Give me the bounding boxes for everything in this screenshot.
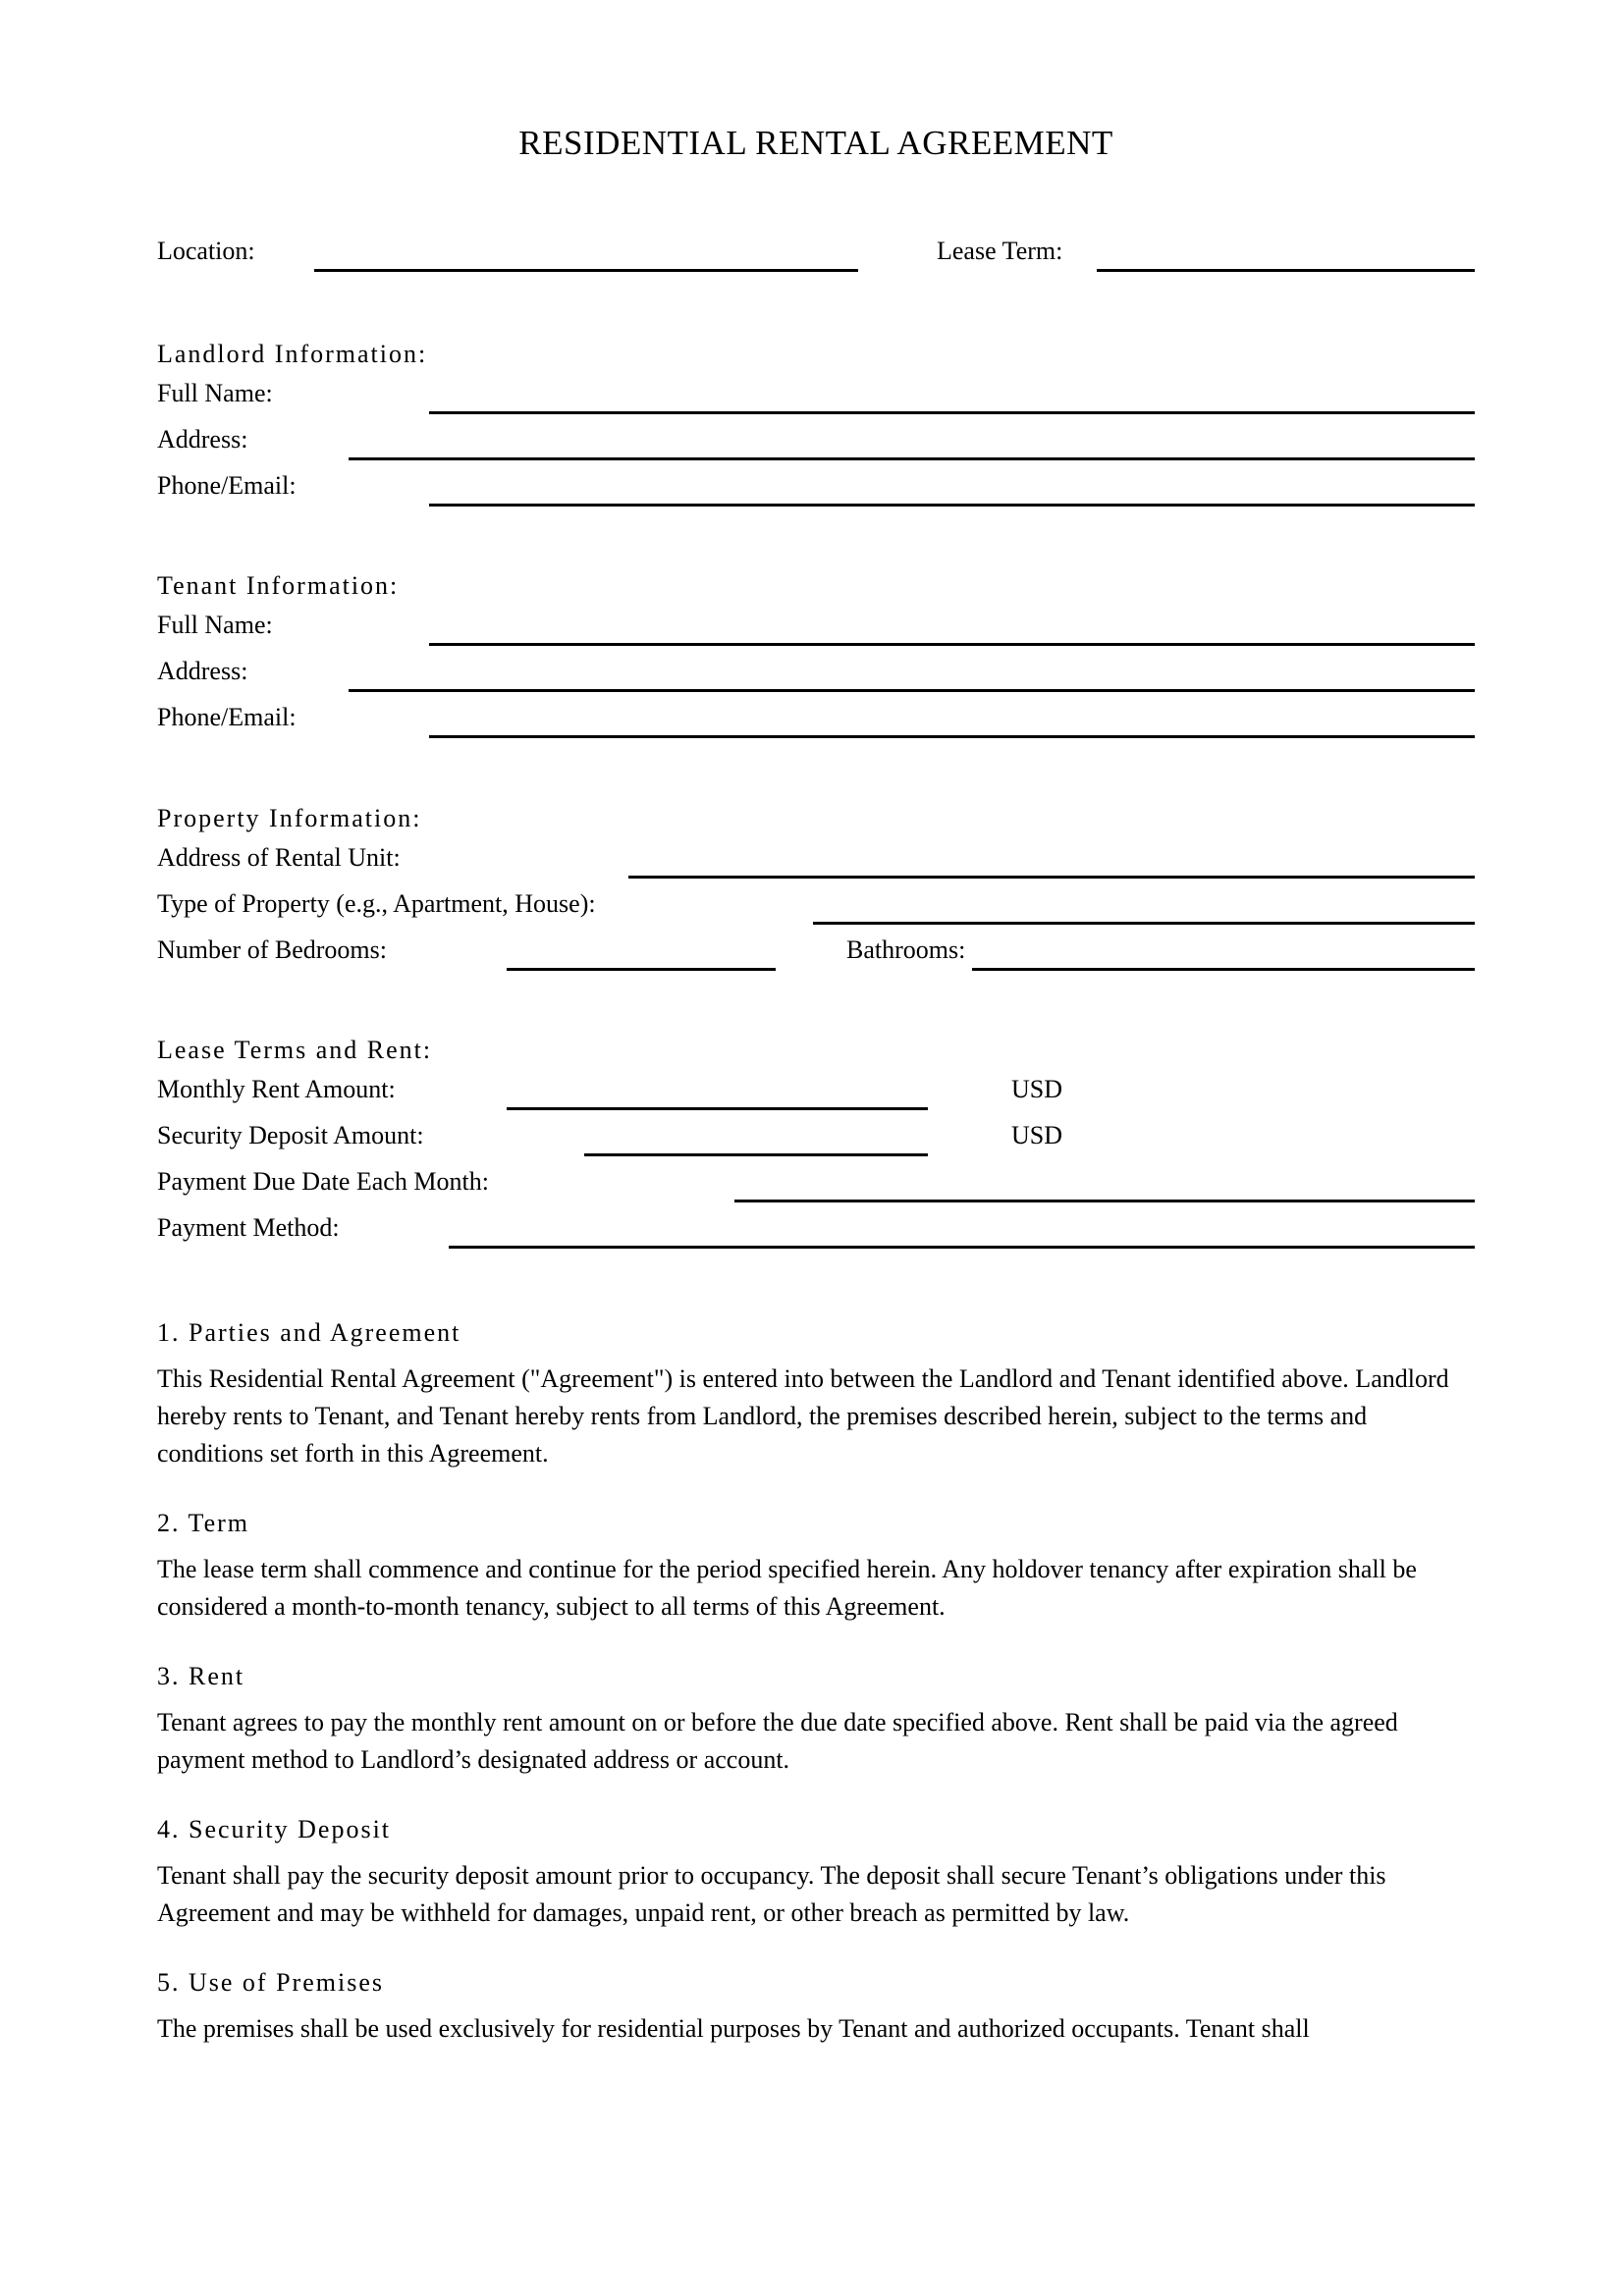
section-use-of-premises — [157, 1967, 1475, 2048]
tenant-address-label: Address: — [157, 657, 248, 685]
security-deposit-row — [157, 1112, 1475, 1158]
bathrooms-input-line[interactable] — [972, 968, 1475, 971]
tenant-full-name-label: Full Name: — [157, 611, 273, 639]
landlord-address-label: Address: — [157, 425, 248, 454]
monthly-rent-currency-label: USD — [1011, 1075, 1063, 1103]
payment-method-input-line[interactable] — [449, 1246, 1475, 1249]
security-deposit-label: Security Deposit Amount: — [157, 1121, 424, 1149]
section-body: The lease term shall commence and continue for the period specified herein. Any holdover tenancy after expiration shall be considered a month-to-month tenancy, subject to all terms of this Agreement. — [157, 1555, 1417, 1621]
section-heading: 2. Term — [157, 1509, 250, 1537]
landlord-phone-email-input-line[interactable] — [429, 504, 1475, 507]
property-type-label: Type of Property (e.g., Apartment, House): — [157, 889, 596, 918]
document-title: RESIDENTIAL RENTAL AGREEMENT — [518, 124, 1113, 162]
section-body: Tenant shall pay the security deposit amount prior to occupancy. The deposit shall secure Tenant’s obligations under this Agreement and may be withheld for damages, unpaid rent, or other breach as permitted by law. — [157, 1861, 1386, 1927]
tenant-section-heading: Tenant Information: — [157, 571, 400, 600]
property-type-input-line[interactable] — [813, 922, 1475, 925]
landlord-address-input-line[interactable] — [349, 457, 1475, 460]
landlord-section-heading: Landlord Information: — [157, 340, 428, 368]
payment-due-date-label: Payment Due Date Each Month: — [157, 1167, 489, 1196]
bathrooms-label: Bathrooms: — [846, 935, 966, 964]
location-input-line[interactable] — [314, 269, 858, 272]
location-lease-term-row — [157, 228, 1475, 274]
tenant-phone-email-row — [157, 694, 1475, 740]
landlord-full-name-row — [157, 370, 1475, 416]
landlord-phone-email-label: Phone/Email: — [157, 471, 297, 500]
tenant-full-name-input-line[interactable] — [429, 643, 1475, 646]
section-heading: 1. Parties and Agreement — [157, 1318, 461, 1347]
landlord-address-row — [157, 416, 1475, 462]
section-parties-and-agreement — [157, 1317, 1475, 1472]
lease-terms-section-heading: Lease Terms and Rent: — [157, 1036, 433, 1064]
tenant-address-input-line[interactable] — [349, 689, 1475, 692]
section-security-deposit — [157, 1814, 1475, 1932]
lease-term-input-line[interactable] — [1097, 269, 1475, 272]
payment-method-label: Payment Method: — [157, 1213, 340, 1242]
location-label: Location: — [157, 237, 255, 265]
section-body: The premises shall be used exclusively for residential purposes by Tenant and authorized occupants. Tenant shall — [157, 2014, 1310, 2043]
bedrooms-bathrooms-row — [157, 927, 1475, 973]
bedrooms-label: Number of Bedrooms: — [157, 935, 387, 964]
rental-unit-address-row — [157, 834, 1475, 881]
bedrooms-input-line[interactable] — [507, 968, 776, 971]
tenant-address-row — [157, 648, 1475, 694]
section-term — [157, 1508, 1475, 1626]
section-body: This Residential Rental Agreement ("Agreement") is entered into between the Landlord and Tenant identified above. Landlord hereby rents to Tenant, and Tenant hereby rents from Landlord, the premises described herein, subject to the terms and conditions set forth in this Agreement. — [157, 1364, 1449, 1468]
rental-unit-address-input-line[interactable] — [628, 876, 1475, 879]
security-deposit-input-line[interactable] — [584, 1153, 928, 1156]
section-body: Tenant agrees to pay the monthly rent amount on or before the due date specified above. Rent shall be paid via the agreed payment method to Landlord’s designated address or account. — [157, 1708, 1398, 1774]
property-type-row — [157, 881, 1475, 927]
section-heading: 5. Use of Premises — [157, 1968, 384, 1997]
rental-unit-address-label: Address of Rental Unit: — [157, 843, 401, 872]
monthly-rent-label: Monthly Rent Amount: — [157, 1075, 396, 1103]
monthly-rent-input-line[interactable] — [507, 1107, 928, 1110]
security-deposit-currency-label: USD — [1011, 1121, 1063, 1149]
tenant-phone-email-input-line[interactable] — [429, 735, 1475, 738]
payment-method-row — [157, 1204, 1475, 1251]
lease-term-label: Lease Term: — [937, 237, 1063, 265]
tenant-phone-email-label: Phone/Email: — [157, 703, 297, 731]
tenant-full-name-row — [157, 602, 1475, 648]
monthly-rent-row — [157, 1066, 1475, 1112]
payment-due-date-input-line[interactable] — [734, 1200, 1475, 1202]
landlord-full-name-input-line[interactable] — [429, 411, 1475, 414]
property-section-heading: Property Information: — [157, 804, 422, 832]
section-heading: 3. Rent — [157, 1662, 245, 1690]
landlord-phone-email-row — [157, 462, 1475, 508]
section-heading: 4. Security Deposit — [157, 1815, 392, 1843]
payment-due-date-row — [157, 1158, 1475, 1204]
landlord-full-name-label: Full Name: — [157, 379, 273, 407]
section-rent — [157, 1661, 1475, 1779]
